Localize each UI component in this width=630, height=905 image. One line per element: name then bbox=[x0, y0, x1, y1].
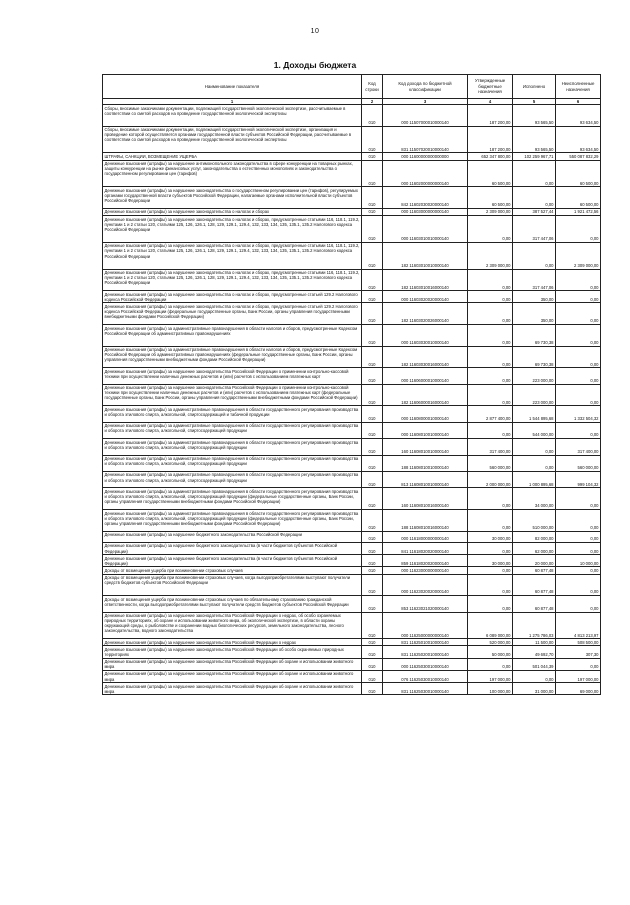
row-unexecuted: 0,00 bbox=[556, 658, 601, 670]
row-approved: 0,00 bbox=[468, 658, 513, 670]
row-line-code: 010 bbox=[362, 683, 383, 695]
row-budget-code: 831 11507020010000140 bbox=[383, 126, 468, 153]
row-executed: 34 000,00 bbox=[513, 488, 556, 510]
row-executed: 317 447,06 bbox=[513, 269, 556, 291]
row-approved: 60 500,00 bbox=[468, 187, 513, 209]
row-line-code: 010 bbox=[362, 439, 383, 455]
table-row bbox=[103, 639, 601, 646]
row-name: Денежные взыскания (штрафы) за административные правонарушения в области государственного регулирования производства и оборота этилового спирта, алкогольной, спиртосодержащей и табачной продукции bbox=[103, 406, 362, 422]
table-row bbox=[103, 384, 601, 406]
row-budget-code: 188 11608010010000140 bbox=[383, 455, 468, 471]
row-executed: 93 565,50 bbox=[513, 105, 556, 127]
table-row bbox=[103, 574, 601, 596]
row-executed: 82 000,00 bbox=[513, 531, 556, 542]
row-approved: 0,00 bbox=[468, 596, 513, 612]
table-row bbox=[103, 542, 601, 554]
row-approved: 0,00 bbox=[468, 542, 513, 554]
row-approved: 0,00 bbox=[468, 488, 513, 510]
row-unexecuted: 4 813 213,97 bbox=[556, 612, 601, 639]
table-row bbox=[103, 368, 601, 384]
row-executed: 31 000,00 bbox=[513, 683, 556, 695]
row-name: Денежные взыскания (штрафы) за нарушение законодательства Российской Федерации об охране и использовании животного мира bbox=[103, 658, 362, 670]
table-row bbox=[103, 153, 601, 160]
row-executed: 387 527,44 bbox=[513, 208, 556, 215]
row-executed: 0,00 bbox=[513, 439, 556, 455]
row-executed: 0,00 bbox=[513, 670, 556, 682]
table-row bbox=[103, 612, 601, 639]
row-unexecuted: 550 087 832,29 bbox=[556, 153, 601, 160]
row-name: Денежные взыскания (штрафы) за административные правонарушения в области государственного регулирования производства и оборота этилового спирта, алкогольной, спиртосодержащей продукции bbox=[103, 439, 362, 455]
table-row bbox=[103, 126, 601, 153]
row-line-code: 010 bbox=[362, 639, 383, 646]
header-line-code: Код строки bbox=[362, 75, 383, 99]
row-budget-code: 000 11625030010000140 bbox=[383, 658, 468, 670]
table-row bbox=[103, 555, 601, 567]
row-executed: 69 730,38 bbox=[513, 325, 556, 347]
row-budget-code: 813 11608010010000140 bbox=[383, 471, 468, 487]
row-budget-code: 000 11600000000000000 bbox=[383, 153, 468, 160]
row-approved: 0,00 bbox=[468, 303, 513, 325]
row-unexecuted: 60 500,00 bbox=[556, 160, 601, 187]
row-line-code: 010 bbox=[362, 153, 383, 160]
row-unexecuted: 197 000,00 bbox=[556, 670, 601, 682]
header-unexecuted: Неисполненные назначения bbox=[556, 75, 601, 99]
row-budget-code: 000 11507000010000140 bbox=[383, 105, 468, 127]
row-budget-code: 000 11608010010000140 bbox=[383, 422, 468, 438]
table-row bbox=[103, 646, 601, 658]
row-unexecuted: 0,00 bbox=[556, 216, 601, 243]
column-number: 3 bbox=[383, 99, 468, 105]
row-name: Денежные взыскания (штрафы) за административные правонарушения в области государственного регулирования производства и оборота этилового спирта, алкогольной, спиртосодержащей продукции bbox=[103, 422, 362, 438]
table-row bbox=[103, 455, 601, 471]
row-executed: 223 000,00 bbox=[513, 368, 556, 384]
row-unexecuted: 508 500,00 bbox=[556, 639, 601, 646]
row-budget-code: 160 11608010010000140 bbox=[383, 439, 468, 455]
row-line-code: 010 bbox=[362, 160, 383, 187]
row-executed: 62 000,00 bbox=[513, 542, 556, 554]
row-approved: 2 309 000,00 bbox=[468, 208, 513, 215]
row-line-code: 010 bbox=[362, 510, 383, 532]
row-budget-code: 000 11623020020000140 bbox=[383, 574, 468, 596]
row-unexecuted: 0,00 bbox=[556, 542, 601, 554]
table-row bbox=[103, 488, 601, 510]
column-number: 4 bbox=[468, 99, 513, 105]
row-budget-code: 853 11623021020000140 bbox=[383, 596, 468, 612]
row-approved: 30 000,00 bbox=[468, 555, 513, 567]
row-name: Денежные взыскания (штрафы) за нарушение бюджетного законодательства (в части бюджетов субъектов Российской Федерации) bbox=[103, 555, 362, 567]
row-line-code: 010 bbox=[362, 612, 383, 639]
row-approved: 0,00 bbox=[468, 346, 513, 368]
row-line-code: 010 bbox=[362, 384, 383, 406]
row-executed: 60 877,48 bbox=[513, 574, 556, 596]
table-header-row bbox=[103, 75, 601, 99]
row-name: Денежные взыскания (штрафы) за нарушение бюджетного законодательства (в части бюджетов субъектов Российской Федерации) bbox=[103, 542, 362, 554]
row-approved: 60 500,00 bbox=[468, 160, 513, 187]
row-approved: 0,00 bbox=[468, 269, 513, 291]
row-executed: 544 000,00 bbox=[513, 422, 556, 438]
row-budget-code: 182 11603030016000140 bbox=[383, 346, 468, 368]
table-row bbox=[103, 187, 601, 209]
row-unexecuted: 1 921 472,56 bbox=[556, 208, 601, 215]
row-approved: 0,00 bbox=[468, 574, 513, 596]
table-row bbox=[103, 510, 601, 532]
row-approved: 187 200,00 bbox=[468, 105, 513, 127]
row-name: Денежные взыскания (штрафы) за нарушение законодательства Российской Федерации о недрах bbox=[103, 639, 362, 646]
row-name: Денежные взыскания (штрафы) за нарушение законодательства о налогах и сборах, предусмотренные статьями 116, 118.1, 119.2, пунктами 1 и 2 статьи 120, статьями 125, 126, 126.1, 128, 129, 129.1, 129.4, 132, 133, 134, 135, 135.1, 135.2 Налогового кодекса Российской Федерации bbox=[103, 269, 362, 291]
row-unexecuted: 317 400,00 bbox=[556, 439, 601, 455]
row-unexecuted: 999 104,32 bbox=[556, 471, 601, 487]
row-budget-code: 859 11618020020000140 bbox=[383, 555, 468, 567]
header-executed: Исполнено bbox=[513, 75, 556, 99]
row-approved: 0,00 bbox=[468, 567, 513, 574]
row-name: Денежные взыскания (штрафы) за нарушение антимонопольного законодательства в сфере конкуренции на товарных рынках, защиты конкуренции на рынке финансовых услуг, законодательства о естественных монополиях и законодательства о государственном регулировании цен (тарифов) bbox=[103, 160, 362, 187]
row-line-code: 010 bbox=[362, 187, 383, 209]
row-budget-code: 000 11623000000000140 bbox=[383, 567, 468, 574]
row-line-code: 010 bbox=[362, 325, 383, 347]
row-approved: 0,00 bbox=[468, 291, 513, 303]
row-budget-code: 182 11603010016000140 bbox=[383, 269, 468, 291]
row-executed: 223 000,00 bbox=[513, 384, 556, 406]
row-line-code: 010 bbox=[362, 596, 383, 612]
row-executed: 102 259 967,71 bbox=[513, 153, 556, 160]
row-unexecuted: 560 000,00 bbox=[556, 455, 601, 471]
row-executed: 1 275 786,03 bbox=[513, 612, 556, 639]
row-unexecuted: 93 634,50 bbox=[556, 105, 601, 127]
row-approved: 0,00 bbox=[468, 422, 513, 438]
table-row bbox=[103, 160, 601, 187]
row-unexecuted: 0,00 bbox=[556, 291, 601, 303]
row-name: Денежные взыскания (штрафы) за административные правонарушения в области государственного регулирования производства и оборота этилового спирта, алкогольной, спиртосодержащей продукции (федеральные государственные органы, Банк России, органы управления государственными внебюджетными фондами Российской Федерации) bbox=[103, 488, 362, 510]
row-budget-code: 000 11602000000000140 bbox=[383, 160, 468, 187]
row-line-code: 010 bbox=[362, 291, 383, 303]
header-budget-code: Код дохода по бюджетной классификации bbox=[383, 75, 468, 99]
row-line-code: 010 bbox=[362, 555, 383, 567]
row-unexecuted: 2 309 000,00 bbox=[556, 242, 601, 269]
row-unexecuted: 93 634,50 bbox=[556, 126, 601, 153]
row-name: ШТРАФЫ, САНКЦИИ, ВОЗМЕЩЕНИЕ УЩЕРБА bbox=[103, 153, 362, 160]
row-line-code: 010 bbox=[362, 455, 383, 471]
row-budget-code: 000 11603020020000140 bbox=[383, 291, 468, 303]
row-line-code: 010 bbox=[362, 346, 383, 368]
row-line-code: 010 bbox=[362, 406, 383, 422]
row-executed: 11 500,00 bbox=[513, 639, 556, 646]
row-executed: 60 877,48 bbox=[513, 567, 556, 574]
row-name: Денежные взыскания (штрафы) за нарушение законодательства Российской Федерации об охране и использовании животного мира bbox=[103, 683, 362, 695]
table-row bbox=[103, 471, 601, 487]
row-unexecuted: 0,00 bbox=[556, 488, 601, 510]
row-budget-code: 000 11603010010000140 bbox=[383, 216, 468, 243]
row-unexecuted: 0,00 bbox=[556, 269, 601, 291]
table-row bbox=[103, 658, 601, 670]
row-line-code: 010 bbox=[362, 471, 383, 487]
row-executed: 0,00 bbox=[513, 160, 556, 187]
row-budget-code: 000 11608000010000140 bbox=[383, 406, 468, 422]
row-executed: 93 565,50 bbox=[513, 126, 556, 153]
row-unexecuted: 0,00 bbox=[556, 531, 601, 542]
row-budget-code: 000 11603000000000140 bbox=[383, 208, 468, 215]
header-approved: Утвержденные бюджетные назначения bbox=[468, 75, 513, 99]
row-line-code: 010 bbox=[362, 542, 383, 554]
table-row bbox=[103, 105, 601, 127]
row-approved: 6 089 000,00 bbox=[468, 612, 513, 639]
row-name: Денежные взыскания (штрафы) за нарушение законодательства Российской Федерации об особо охраняемых природных территориях bbox=[103, 646, 362, 658]
row-name: Денежные взыскания (штрафы) за нарушение законодательства о налогах и сборах, предусмотренные статьями 116, 118.1, 119.2, пунктами 1 и 2 статьи 120, статьями 125, 126, 126.1, 128, 129, 129.1, 129.4, 132, 133, 134, 135, 135.1, 135.2 Налогового кодекса Российской Федерации bbox=[103, 216, 362, 243]
row-budget-code: 841 11618020020000140 bbox=[383, 542, 468, 554]
row-approved: 560 000,00 bbox=[468, 455, 513, 471]
row-budget-code: 182 11603020026000140 bbox=[383, 303, 468, 325]
table-body bbox=[103, 105, 601, 695]
row-approved: 317 400,00 bbox=[468, 439, 513, 455]
row-budget-code: 188 11608010016000140 bbox=[383, 510, 468, 532]
row-executed: 1 000 895,68 bbox=[513, 471, 556, 487]
row-executed: 501 044,39 bbox=[513, 658, 556, 670]
row-budget-code: 831 11625030010000140 bbox=[383, 683, 468, 695]
table-row bbox=[103, 422, 601, 438]
row-line-code: 010 bbox=[362, 531, 383, 542]
row-approved: 100 000,00 bbox=[468, 683, 513, 695]
row-executed: 69 730,38 bbox=[513, 346, 556, 368]
row-name: Денежные взыскания (штрафы) за административные правонарушения в области государственного регулирования производства и оборота этилового спирта, алкогольной, спиртосодержащей продукции bbox=[103, 471, 362, 487]
row-approved: 2 309 000,00 bbox=[468, 242, 513, 269]
row-name: Денежные взыскания (штрафы) за административные правонарушения в области налогов и сборов, предусмотренные Кодексом Российской Федерации об административных правонарушениях bbox=[103, 325, 362, 347]
row-executed: 0,00 bbox=[513, 455, 556, 471]
header-indicator-name: Наименование показателя bbox=[103, 75, 362, 99]
row-unexecuted: 10 000,00 bbox=[556, 555, 601, 567]
row-line-code: 010 bbox=[362, 216, 383, 243]
table-row bbox=[103, 683, 601, 695]
row-unexecuted: 0,00 bbox=[556, 567, 601, 574]
row-approved: 652 347 800,00 bbox=[468, 153, 513, 160]
row-unexecuted: 69 000,00 bbox=[556, 683, 601, 695]
row-line-code: 010 bbox=[362, 646, 383, 658]
row-name: Денежные взыскания (штрафы) за административные правонарушения в области государственного регулирования производства и оборота этилового спирта, алкогольной, спиртосодержащей продукции (федеральные государственные органы, Банк России, органы управления государственными внебюджетными фондами Российской Федерации) bbox=[103, 510, 362, 532]
row-name: Денежные взыскания (штрафы) за нарушение законодательства о налогах и сборах, предусмотренные статьей 129.2 Налогового кодекса Российской Федерации (федеральные государственные органы, Банк России, органы управления государственными внебюджетными фондами Российской Федерации) bbox=[103, 303, 362, 325]
row-budget-code: 000 11603030010000140 bbox=[383, 325, 468, 347]
row-budget-code: 000 11606000010000140 bbox=[383, 368, 468, 384]
row-line-code: 010 bbox=[362, 658, 383, 670]
row-budget-code: 000 11618000000000140 bbox=[383, 531, 468, 542]
row-name: Доходы от возмещения ущерба при возникновении страховых случаев, когда выгодоприобретателями выступают получатели средств бюджетов субъектов Российской Федерации bbox=[103, 574, 362, 596]
row-line-code: 010 bbox=[362, 574, 383, 596]
row-executed: 510 000,00 bbox=[513, 510, 556, 532]
row-unexecuted: 60 500,00 bbox=[556, 187, 601, 209]
row-name: Денежные взыскания (штрафы) за нарушение законодательства о налогах и сборах, предусмотренные статьями 116, 118.1, 119.2, пунктами 1 и 2 статьи 120, статьями 125, 126, 126.1, 128, 129, 129.1, 129.4, 132, 133, 134, 135, 135.1, 135.2 Налогового кодекса Российской Федерации bbox=[103, 242, 362, 269]
row-name: Денежные взыскания (штрафы) за нарушение законодательства о государственном регулировании цен (тарифов), регулируемых органами государственной власти субъектов Российской Федерации, налагаемые органами исполнительной власти субъектов Российской Федерации bbox=[103, 187, 362, 209]
row-unexecuted: 0,00 bbox=[556, 574, 601, 596]
row-name: Денежные взыскания (штрафы) за нарушение законодательства о налогах и сборах, предусмотренные статьей 129.2 Налогового кодекса Российской Федерации bbox=[103, 291, 362, 303]
row-executed: 60 877,48 bbox=[513, 596, 556, 612]
row-budget-code: 842 11602030020000140 bbox=[383, 187, 468, 209]
row-budget-code: 831 11625020010000140 bbox=[383, 646, 468, 658]
row-line-code: 010 bbox=[362, 567, 383, 574]
row-unexecuted: 0,00 bbox=[556, 596, 601, 612]
table-row bbox=[103, 208, 601, 215]
table-row bbox=[103, 439, 601, 455]
row-approved: 197 000,00 bbox=[468, 670, 513, 682]
column-number: 2 bbox=[362, 99, 383, 105]
table-row bbox=[103, 269, 601, 291]
row-name: Денежные взыскания (штрафы) за нарушение законодательства Российской Федерации о недрах, об особо охраняемых природных территориях, об охране и использовании животного мира, об экологической экспертизе, в области охраны окружающей среды, о рыболовстве и сохранении водных биологических ресурсов, земельного законодательства, лесного законодательства, водного законодательства bbox=[103, 612, 362, 639]
row-line-code: 010 bbox=[362, 269, 383, 291]
row-line-code: 010 bbox=[362, 303, 383, 325]
row-name: Денежные взыскания (штрафы) за нарушение законодательства о налогах и сборах bbox=[103, 208, 362, 215]
budget-revenue-table bbox=[102, 74, 601, 695]
row-unexecuted: 0,00 bbox=[556, 368, 601, 384]
row-unexecuted: 0,00 bbox=[556, 325, 601, 347]
column-number: 6 bbox=[556, 99, 601, 105]
row-line-code: 010 bbox=[362, 368, 383, 384]
table-row bbox=[103, 567, 601, 574]
row-line-code: 010 bbox=[362, 488, 383, 510]
row-executed: 20 000,00 bbox=[513, 555, 556, 567]
row-line-code: 010 bbox=[362, 126, 383, 153]
row-executed: 350,00 bbox=[513, 303, 556, 325]
row-approved: 0,00 bbox=[468, 368, 513, 384]
table-row bbox=[103, 346, 601, 368]
row-unexecuted: 0,00 bbox=[556, 346, 601, 368]
column-number: 5 bbox=[513, 99, 556, 105]
row-approved: 30 000,00 bbox=[468, 531, 513, 542]
row-unexecuted: 307,30 bbox=[556, 646, 601, 658]
row-executed: 0,00 bbox=[513, 187, 556, 209]
row-unexecuted: 0,00 bbox=[556, 422, 601, 438]
row-name: Денежные взыскания (штрафы) за административные правонарушения в области налогов и сборов, предусмотренные Кодексом Российской Федерации об административных правонарушениях (федеральные государственные органы, Банк России, органы управления государственными внебюджетными фондами Российской Федерации) bbox=[103, 346, 362, 368]
row-approved: 0,00 bbox=[468, 510, 513, 532]
row-name: Денежные взыскания (штрафы) за нарушение законодательства Российской Федерации об охране и использовании животного мира bbox=[103, 670, 362, 682]
table-row bbox=[103, 531, 601, 542]
row-approved: 50 000,00 bbox=[468, 646, 513, 658]
row-executed: 1 544 895,68 bbox=[513, 406, 556, 422]
row-approved: 0,00 bbox=[468, 384, 513, 406]
table-row bbox=[103, 242, 601, 269]
row-budget-code: 160 11608010016000140 bbox=[383, 488, 468, 510]
row-line-code: 010 bbox=[362, 208, 383, 215]
row-approved: 187 200,00 bbox=[468, 126, 513, 153]
row-name: Денежные взыскания (штрафы) за административные правонарушения в области государственного регулирования производства и оборота этилового спирта, алкогольной, спиртосодержащей продукции bbox=[103, 455, 362, 471]
row-budget-code: 831 11625010010000140 bbox=[383, 639, 468, 646]
row-executed: 317 447,06 bbox=[513, 216, 556, 243]
column-number: 1 bbox=[103, 99, 362, 105]
row-budget-code: 182 11603010010000140 bbox=[383, 242, 468, 269]
row-approved: 2 000 000,00 bbox=[468, 471, 513, 487]
row-budget-code: 076 11625030010000140 bbox=[383, 670, 468, 682]
row-approved: 520 000,00 bbox=[468, 639, 513, 646]
row-line-code: 010 bbox=[362, 422, 383, 438]
table-row bbox=[103, 670, 601, 682]
section-title: 1. Доходы бюджета bbox=[273, 60, 357, 70]
row-line-code: 010 bbox=[362, 105, 383, 127]
row-budget-code: 182 11606000016000140 bbox=[383, 384, 468, 406]
table-row bbox=[103, 596, 601, 612]
page-number: 10 bbox=[310, 28, 320, 35]
row-executed: 49 692,70 bbox=[513, 646, 556, 658]
row-approved: 0,00 bbox=[468, 216, 513, 243]
row-unexecuted: 0,00 bbox=[556, 303, 601, 325]
table-row bbox=[103, 291, 601, 303]
table-row bbox=[103, 216, 601, 243]
row-line-code: 010 bbox=[362, 670, 383, 682]
table-row bbox=[103, 406, 601, 422]
row-executed: 0,00 bbox=[513, 242, 556, 269]
row-budget-code: 000 11625000000000140 bbox=[383, 612, 468, 639]
row-unexecuted: 1 332 504,32 bbox=[556, 406, 601, 422]
row-name: Денежные взыскания (штрафы) за нарушение законодательства Российской Федерации о применении контрольно-кассовой техники при осуществлении наличных денежных расчетов и (или) расчетов с использованием платежных карт (федеральные государственные органы, Банк России, органы управления государственными внебюджетными фондами Российской Федерации) bbox=[103, 384, 362, 406]
table-row bbox=[103, 325, 601, 347]
row-executed: 350,00 bbox=[513, 291, 556, 303]
row-name: Доходы от возмещения ущерба при возникновении страховых случаев bbox=[103, 567, 362, 574]
row-approved: 0,00 bbox=[468, 325, 513, 347]
row-name: Денежные взыскания (штрафы) за нарушение бюджетного законодательства Российской Федерации bbox=[103, 531, 362, 542]
table-row bbox=[103, 303, 601, 325]
row-name: Денежные взыскания (штрафы) за нарушение законодательства Российской Федерации о применении контрольно-кассовой техники при осуществлении наличных денежных расчетов и (или) расчетов с использованием платежных карт bbox=[103, 368, 362, 384]
row-unexecuted: 0,00 bbox=[556, 510, 601, 532]
row-name: Доходы от возмещения ущерба при возникновении страховых случаев по обязательному страхованию гражданской ответственности, когда выгодоприобретателями выступают получатели средств бюджетов субъектов Российской Федерации bbox=[103, 596, 362, 612]
row-unexecuted: 0,00 bbox=[556, 384, 601, 406]
row-name: Сборы, вносимые заказчиками документации, подлежащей государственной экологической экспертизе, организация и проведение которой осуществляется органами государственной власти субъектов Российской Федерации, рассчитываемые в соответствии со сметой расходов на проведение государственной экологической экспертизы bbox=[103, 126, 362, 153]
row-line-code: 010 bbox=[362, 242, 383, 269]
row-name: Сборы, вносимые заказчиками документации, подлежащей государственной экологической экспертизе, рассчитываемые в соответствии со сметой расходов на проведение государственной экологической экспертизы bbox=[103, 105, 362, 127]
row-approved: 2 877 400,00 bbox=[468, 406, 513, 422]
